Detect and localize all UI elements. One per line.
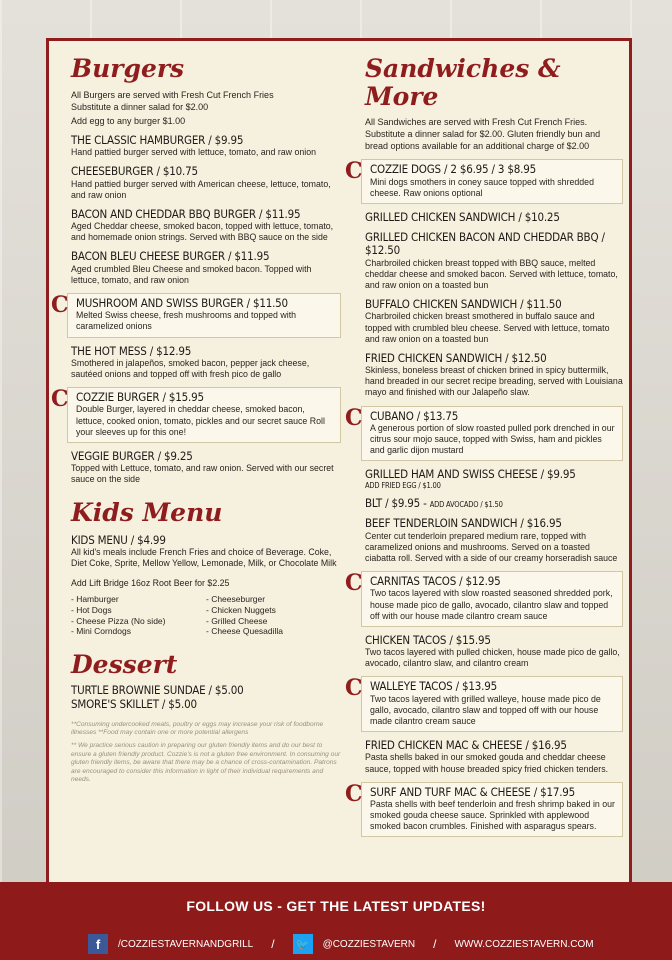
menu-item-name xyxy=(365,497,623,510)
signature-c-mark: C xyxy=(345,570,363,597)
menu-item-desc: Two tacos layered with grilled walleye, house made pico de gallo, avocado, cilantro slaw and topped off with our house made cilantro cream sauce xyxy=(370,693,601,727)
menu-item-desc: Aged crumbled Bleu Cheese and smoked bacon. Topped with lettuce, tomato, and raw onion xyxy=(71,263,312,285)
menu-item xyxy=(365,634,623,670)
menu-item xyxy=(71,250,341,286)
menu-item-title: GRILLED CHICKEN SANDWICH / $10.25 xyxy=(365,209,560,224)
menu-item xyxy=(345,404,623,462)
menu-item-name xyxy=(370,575,616,588)
menu-item xyxy=(365,211,623,224)
signature-c-mark: C xyxy=(51,386,69,413)
gluten-note: ** We practice serious caution in preparing our gluten friendly items and do our best to ensure a gluten friendly product. Cozzie's is not a gluten free environment. In consuming our gluten friendly items, be aware that there may be a chance of cross-contamination. Patrons are encouraged to consider this information in light of their individual requirements and needs. xyxy=(71,742,341,784)
menu-item-name xyxy=(71,250,341,263)
menu-item-desc: Melted Swiss cheese, fresh mushrooms and topped with caramelized onions xyxy=(76,310,297,332)
kids-menu-name: KIDS MENU / $4.99 xyxy=(71,532,166,547)
menu-item-title: BEEF TENDERLOIN SANDWICH / $16.95 xyxy=(365,516,562,531)
kids-option: - Chicken Nuggets xyxy=(206,605,276,616)
menu-item-name xyxy=(370,680,616,693)
menu-item-name xyxy=(365,211,623,224)
dessert-item xyxy=(71,684,341,710)
signature-c-mark: C xyxy=(345,780,363,807)
separator: / xyxy=(433,937,437,951)
menu-item-name xyxy=(365,352,623,365)
menu-item-desc: Pasta shells baked in our smoked gouda and cheddar cheese sauce, topped with house breaded spicy fried chicken tenders. xyxy=(365,752,609,774)
menu-item xyxy=(71,345,341,381)
menu-item xyxy=(365,517,623,564)
menu-item-name xyxy=(76,391,334,404)
menu-item-name xyxy=(370,786,616,799)
menu-item xyxy=(365,468,623,490)
menu-item-title: COZZIE DOGS / 2 $6.95 / 3 $8.95 xyxy=(370,162,536,177)
kids-option: - Hot Dogs xyxy=(71,605,112,616)
menu-item xyxy=(71,165,341,201)
menu-item-desc: Hand pattied burger served with American cheese, lettuce, tomato, and raw onion xyxy=(71,178,331,200)
menu-item xyxy=(51,292,341,338)
menu-item-name xyxy=(365,468,623,490)
signature-c-mark: C xyxy=(345,404,363,431)
burgers-intro-line: All Burgers are served with Fresh Cut French Fries xyxy=(71,89,274,100)
signature-c-mark: C xyxy=(345,158,363,185)
menu-item-title: WALLEYE TACOS / $13.95 xyxy=(370,679,497,694)
menu-item-title: FRIED CHICKEN MAC & CHEESE / $16.95 xyxy=(365,738,567,753)
kids-option: - Grilled Cheese xyxy=(206,615,268,626)
menu-item-desc: Mini dogs smothers in coney sauce topped with shredded cheese. Raw onions optional xyxy=(370,176,594,198)
menu-item xyxy=(345,780,623,838)
sandwiches-title: Sandwiches & More xyxy=(365,54,561,111)
left-column xyxy=(51,54,341,785)
facebook-icon[interactable]: f xyxy=(88,934,108,954)
kids-menu-item xyxy=(71,534,341,570)
burgers-title: Burgers xyxy=(71,54,185,83)
menu-item-name xyxy=(71,450,341,463)
menu-item-desc: Skinless, boneless breast of chicken brined in spicy buttermilk, hand breaded in our secret recipe breading, served with Louisiana mayo and finished with our Jalapeño slaw. xyxy=(365,365,623,398)
allergen-note: **Consuming undercooked meats, poultry or eggs may increase your risk of foodborne illnesses **Food may contain one or more potential allergens xyxy=(71,720,324,737)
menu-item-name xyxy=(365,298,623,311)
menu-item xyxy=(365,497,623,510)
menu-item-desc: Pasta shells with beef tenderloin and fresh shrimp baked in our smoked gouda cheese sauce. Sprinkled with applewood smoked bacon crumbles. Finished with asparagus spears. xyxy=(370,798,615,832)
menu-item-name xyxy=(71,208,341,221)
menu-item-title: CUBANO / $13.75 xyxy=(370,408,459,423)
menu-item-name xyxy=(365,517,623,530)
dessert-title: Dessert xyxy=(71,649,178,679)
sandwich-list xyxy=(345,158,623,837)
menu-item-title: BLT / $9.95 - xyxy=(365,496,427,511)
kids-addon: Add Lift Bridge 16oz Root Beer for $2.25 xyxy=(71,578,230,589)
menu-item-title: MUSHROOM AND SWISS BURGER / $11.50 xyxy=(76,296,288,310)
footer-banner xyxy=(0,882,672,960)
menu-item-title: CHEESEBURGER / $10.75 xyxy=(71,164,198,179)
menu-item-name xyxy=(370,410,616,423)
menu-item-title: CARNITAS TACOS / $12.95 xyxy=(370,574,501,589)
menu-item-name xyxy=(370,163,616,176)
menu-item-desc: Aged Cheddar cheese, smoked bacon, topped with lettuce, tomato, and homemade onion strings. Served with BBQ sauce on the side xyxy=(71,221,334,243)
burgers-intro-line: Add egg to any burger $1.00 xyxy=(71,115,186,126)
menu-item-title: SURF AND TURF MAC & CHEESE / $17.95 xyxy=(370,784,576,799)
menu-item-title: VEGGIE BURGER / $9.25 xyxy=(71,448,193,463)
menu-item xyxy=(365,739,623,775)
social-links xyxy=(88,934,594,954)
twitter-link[interactable]: @COZZIESTAVERN xyxy=(322,938,416,950)
menu-item-desc: Smothered in jalapeños, smoked bacon, pepper jack cheese, sautéed onions and topped off with fresh pico de gallo xyxy=(71,357,310,379)
menu-item-title: THE CLASSIC HAMBURGER / $9.95 xyxy=(71,132,244,147)
menu-item-name xyxy=(365,231,623,257)
kids-menu-desc: All kid's meals include French Fries and choice of Beverage. Coke, Diet Coke, Sprite, Mellow Yellow, Lemonade, Milk, or Chocolate Milk xyxy=(71,547,337,569)
menu-item xyxy=(51,386,341,443)
menu-item-desc: Charbroiled chicken breast smothered in buffalo sauce and topped with crumbled bleu cheese. Served with lettuce, tomato and raw onion on a toasted bun xyxy=(365,311,610,344)
menu-item-desc: Two tacos layered with slow roasted seasoned shredded pork, house made pico de gallo, avocado, cilantro slaw and topped off with our house made cilantro cream sauce xyxy=(370,588,613,621)
menu-item-name xyxy=(76,297,334,310)
menu-item-name xyxy=(71,345,341,358)
menu-item-desc: Topped with Lettuce, tomato, and raw onion. Served with our secret sauce on the side xyxy=(71,463,334,485)
menu-item-desc: A generous portion of slow roasted pulled pork drenched in our citrus sour mojo sauce, topped with Swiss, ham and pickles and garlic dijon mustard xyxy=(370,422,615,456)
kids-option: - Cheeseburger xyxy=(206,594,266,605)
menu-item-desc: Charbroiled chicken breast topped with BBQ sauce, melted cheddar cheese and smoked bacon. Served with lettuce, tomato, and raw onion on a toasted bun xyxy=(365,257,618,290)
kids-option: - Mini Corndogs xyxy=(71,626,131,637)
kids-options xyxy=(71,594,341,637)
menu-item xyxy=(71,208,341,244)
menu-item-desc: Center cut tenderloin prepared medium rare, topped with caramelized onions and mushrooms. Served on a toasted ciabatta roll. Served with a side of our creamy horseradish sauce xyxy=(365,530,618,563)
burger-list xyxy=(51,132,341,486)
facebook-link[interactable]: /COZZIESTAVERNANDGRILL xyxy=(118,938,254,950)
menu-item-name xyxy=(365,634,623,647)
menu-item-title: COZZIE BURGER / $15.95 xyxy=(76,390,204,405)
menu-item-name xyxy=(365,739,623,752)
menu-item xyxy=(365,352,623,399)
kids-option: - Cheese Pizza (No side) xyxy=(71,615,166,626)
menu-item xyxy=(71,450,341,486)
menu-item-title: CHICKEN TACOS / $15.95 xyxy=(365,632,491,647)
right-column xyxy=(345,54,623,837)
menu-item-name xyxy=(71,134,341,147)
follow-us-text: FOLLOW US - GET THE LATEST UPDATES! xyxy=(186,898,486,914)
dessert-name: TURTLE BROWNIE SUNDAE / $5.00 xyxy=(71,683,244,698)
menu-item-desc: Hand pattied burger served with lettuce, tomato, and raw onion xyxy=(71,147,316,158)
menu-item-desc: Double Burger, layered in cheddar cheese, smoked bacon, lettuce, cooked onion, tomato, pickles and our secret sauce Roll your sleeves up for this one! xyxy=(76,404,325,437)
menu-item-addon: ADD FRIED EGG / $1.00 xyxy=(365,480,441,490)
menu-item-title: BACON AND CHEDDAR BBQ BURGER / $11.95 xyxy=(71,206,301,221)
menu-board xyxy=(46,38,632,898)
website-link[interactable]: WWW.COZZIESTAVERN.COM xyxy=(454,938,594,950)
menu-item xyxy=(365,298,623,345)
menu-item xyxy=(345,158,623,204)
menu-item xyxy=(345,675,623,732)
dessert-name: SMORE'S SKILLET / $5.00 xyxy=(71,696,197,711)
menu-item-title: FRIED CHICKEN SANDWICH / $12.50 xyxy=(365,350,547,365)
kids-title: Kids Menu xyxy=(71,498,223,528)
kids-option: - Cheese Quesadilla xyxy=(206,626,284,637)
twitter-icon[interactable]: 🐦 xyxy=(293,934,313,954)
sandwiches-intro: All Sandwiches are served with Fresh Cut French Fries. Substitute a dinner salad for $2.00. Gluten friendly bun and bread options available for an additional charge of $2.00 xyxy=(365,117,601,152)
menu-item-title: BUFFALO CHICKEN SANDWICH / $11.50 xyxy=(365,297,562,312)
menu-item-addon: ADD AVOCADO / $1.50 xyxy=(429,500,503,510)
menu-item xyxy=(345,570,623,627)
signature-c-mark: C xyxy=(51,292,69,318)
menu-item-title: THE HOT MESS / $12.95 xyxy=(71,343,192,358)
menu-item xyxy=(365,231,623,291)
separator: / xyxy=(271,937,275,951)
burgers-intro xyxy=(71,89,341,127)
burgers-intro-line: Substitute a dinner salad for $2.00 xyxy=(71,101,209,112)
signature-c-mark: C xyxy=(345,675,363,702)
menu-item-title: BACON BLEU CHEESE BURGER / $11.95 xyxy=(71,249,270,264)
menu-item-name xyxy=(71,165,341,178)
menu-item-title: GRILLED CHICKEN BACON AND CHEDDAR BBQ / $12.50 xyxy=(365,230,605,258)
menu-item xyxy=(71,134,341,158)
menu-item-desc: Two tacos layered with pulled chicken, house made pico de gallo, avocado, cilantro slaw, and cilantro cream xyxy=(365,647,620,669)
menu-item-title: GRILLED HAM AND SWISS CHEESE / $9.95 xyxy=(365,467,576,482)
kids-option: - Hamburger xyxy=(71,594,119,605)
